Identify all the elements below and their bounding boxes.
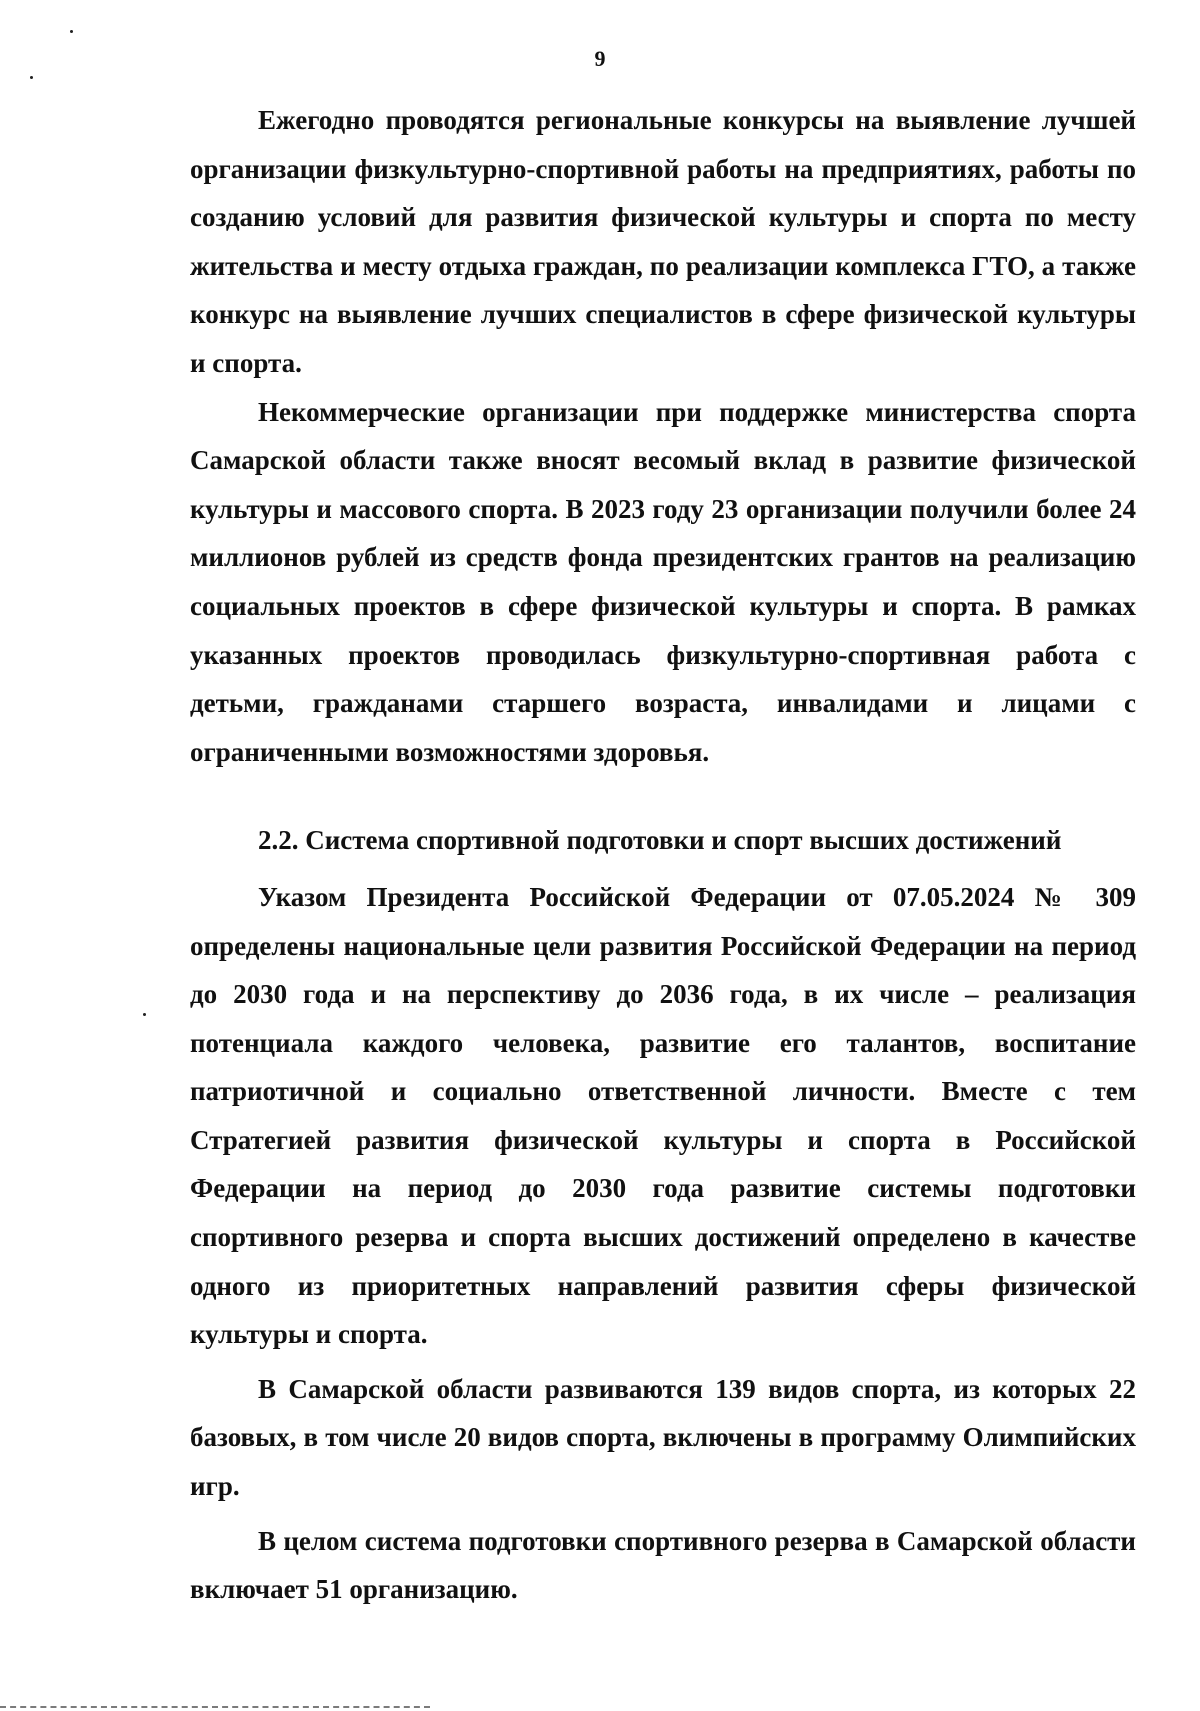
paragraph-nonprofits: Некоммерческие организации при поддержке министерства спорта Самарской области также вносят весомый вклад в развитие физической культуры и массового спорта. В 2023 году 23 организации получили более 24 миллионов рублей из средств фонда президентских грантов на реализацию социальных проектов в сфере физической культуры и спорта. В рамках указанных проектов проводилась физкультурно-спортивная работа с детьми, гражданами старшего возраста, инвалидами и лицами с ограниченными возможностями здоровья.: [190, 396, 1136, 767]
scan-speck: [143, 1013, 146, 1016]
page-number: 9: [594, 46, 606, 71]
paragraph-reserve-organizations: В целом система подготовки спортивного резерва в Самарской области включает 51 организацию.: [190, 1525, 1136, 1605]
paragraph-contests: Ежегодно проводятся региональные конкурсы на выявление лучшей организации физкультурно-спортивной работы на предприятиях, работы по созданию условий для развития физической культуры и спорта по месту жительства и месту отдыха граждан, по реализации комплекса ГТО, а также конкурс на выявление лучших специалистов в сфере физической культуры и спорта.: [190, 105, 1136, 378]
scan-speck: [70, 30, 73, 33]
scan-bottom-edge: [0, 1706, 430, 1708]
document-body: [190, 96, 1136, 1614]
scan-speck: [30, 76, 33, 79]
section-heading: 2.2. Система спортивной подготовки и спорт высших достижений: [258, 825, 1062, 856]
paragraph-presidential-decree: Указом Президента Российской Федерации от 07.05.2024 № 309 определены национальные цели развития Российской Федерации на период до 2030 года и на перспективу до 2036 года, в их числе – реализация потенциала каждого человека, развитие его талантов, воспитание патриотичной и социально ответственной личности. Вместе с тем Стратегией развития физической культуры и спорта в Российской Федерации на период до 2030 года развитие системы подготовки спортивного резерва и спорта высших достижений определено в качестве одного из приоритетных направлений развития сферы физической культуры и спорта.: [190, 881, 1136, 1350]
paragraph-sports-count: В Самарской области развиваются 139 видов спорта, из которых 22 базовых, в том числе 20 видов спорта, включены в программу Олимпийских игр.: [190, 1373, 1136, 1502]
